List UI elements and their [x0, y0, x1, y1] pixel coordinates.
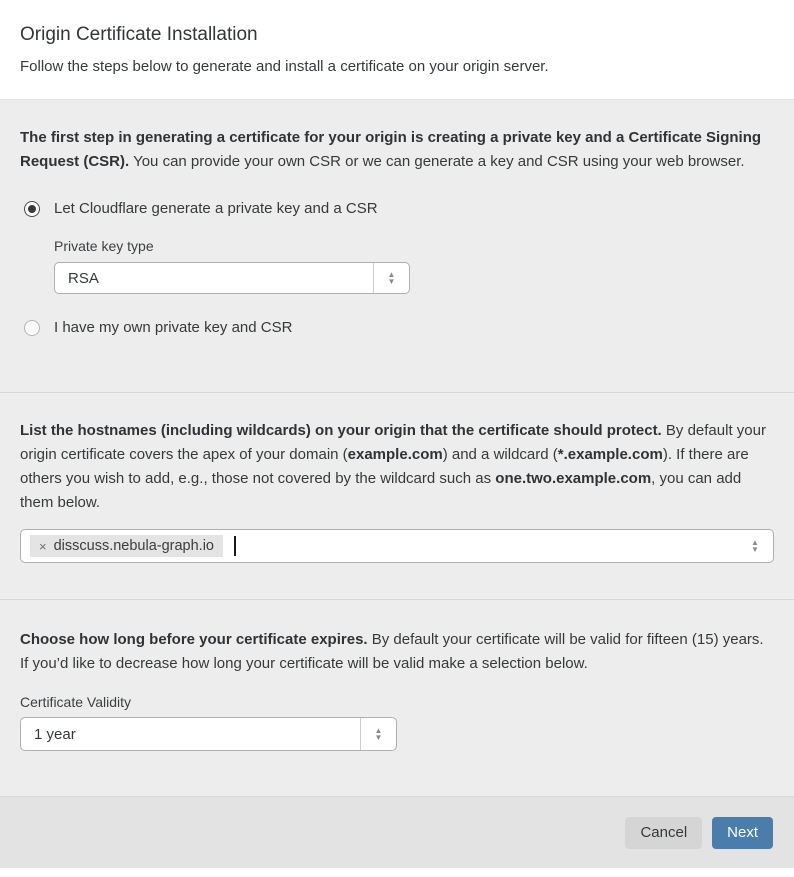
radio-row-own: [24, 319, 774, 336]
stepper-up-icon: ▲: [387, 270, 396, 279]
tag-remove-icon[interactable]: ×: [39, 538, 47, 554]
hostname-tag-label: disscuss.nebula-graph.io: [53, 538, 214, 554]
section-validity: [0, 600, 794, 797]
private-key-intro-bold: The first step in generating a certificate for your origin is creating a private key and a Certificate Signing Request (CSR).: [20, 129, 762, 170]
hostnames-intro-seg: , you can add them below.: [20, 470, 742, 511]
radio-generate[interactable]: [24, 201, 40, 217]
hostnames-input[interactable]: [20, 529, 774, 563]
page-subtitle: Follow the steps below to generate and install a certificate on your origin server.: [20, 58, 549, 75]
section-hostnames: [0, 393, 794, 600]
select-stepper-icon[interactable]: [360, 718, 396, 750]
hostnames-intro-seg: ) and a wildcard (: [442, 446, 558, 463]
validity-intro-bold: Choose how long before your certificate expires.: [20, 631, 368, 648]
hostnames-intro-seg: one.two.example.com: [495, 470, 652, 487]
hostname-tag: [30, 535, 223, 557]
radio-generate-label[interactable]: Let Cloudflare generate a private key and a CSR: [54, 200, 378, 217]
private-key-type-select[interactable]: [54, 262, 410, 294]
private-key-type-group: [54, 238, 774, 294]
stepper-down-icon: ▼: [751, 545, 759, 554]
hostnames-stepper-icon[interactable]: [743, 530, 767, 562]
validity-intro: [20, 628, 774, 676]
radio-row-generate: [24, 200, 774, 217]
dialog-footer: [0, 797, 794, 868]
text-cursor: [234, 536, 236, 556]
hostnames-intro: [20, 419, 774, 515]
certificate-validity-value: 1 year: [34, 725, 76, 743]
stepper-down-icon: ▼: [387, 277, 396, 286]
hostnames-intro-seg: example.com: [347, 446, 443, 463]
radio-own-label[interactable]: I have my own private key and CSR: [54, 319, 293, 336]
stepper-down-icon: ▼: [374, 733, 383, 742]
hostnames-intro-seg: List the hostnames (including wildcards) on your origin that the certificate should protect.: [20, 422, 662, 439]
radio-own[interactable]: [24, 320, 40, 336]
hostnames-intro-seg: *.example.com: [557, 446, 663, 463]
private-key-intro-rest: You can provide your own CSR or we can generate a key and CSR using your web browser.: [129, 153, 745, 170]
select-stepper-icon[interactable]: [373, 263, 409, 293]
hostnames-intro-seg: ). If there are others you wish to add, e.g., those not covered by the wildcard such as: [20, 446, 749, 487]
private-key-type-label: Private key type: [54, 238, 154, 254]
private-key-type-value: RSA: [68, 269, 99, 287]
validity-intro-rest: By default your certificate will be valid for fifteen (15) years. If you’d like to decrease how long your certificate will be valid make a selection below.: [20, 631, 764, 672]
dialog-header: [0, 0, 794, 100]
stepper-up-icon: ▲: [374, 726, 383, 735]
section-private-key: [0, 100, 794, 393]
page-title: Origin Certificate Installation: [20, 24, 258, 45]
certificate-validity-label: Certificate Validity: [20, 694, 132, 710]
certificate-validity-select[interactable]: [20, 717, 397, 751]
hostnames-intro-seg: By default your origin certificate covers the apex of your domain (: [20, 422, 766, 463]
stepper-up-icon: ▲: [751, 538, 759, 547]
cancel-button[interactable]: Cancel: [625, 817, 702, 849]
private-key-intro: [20, 126, 774, 174]
next-button[interactable]: Next: [712, 817, 773, 849]
